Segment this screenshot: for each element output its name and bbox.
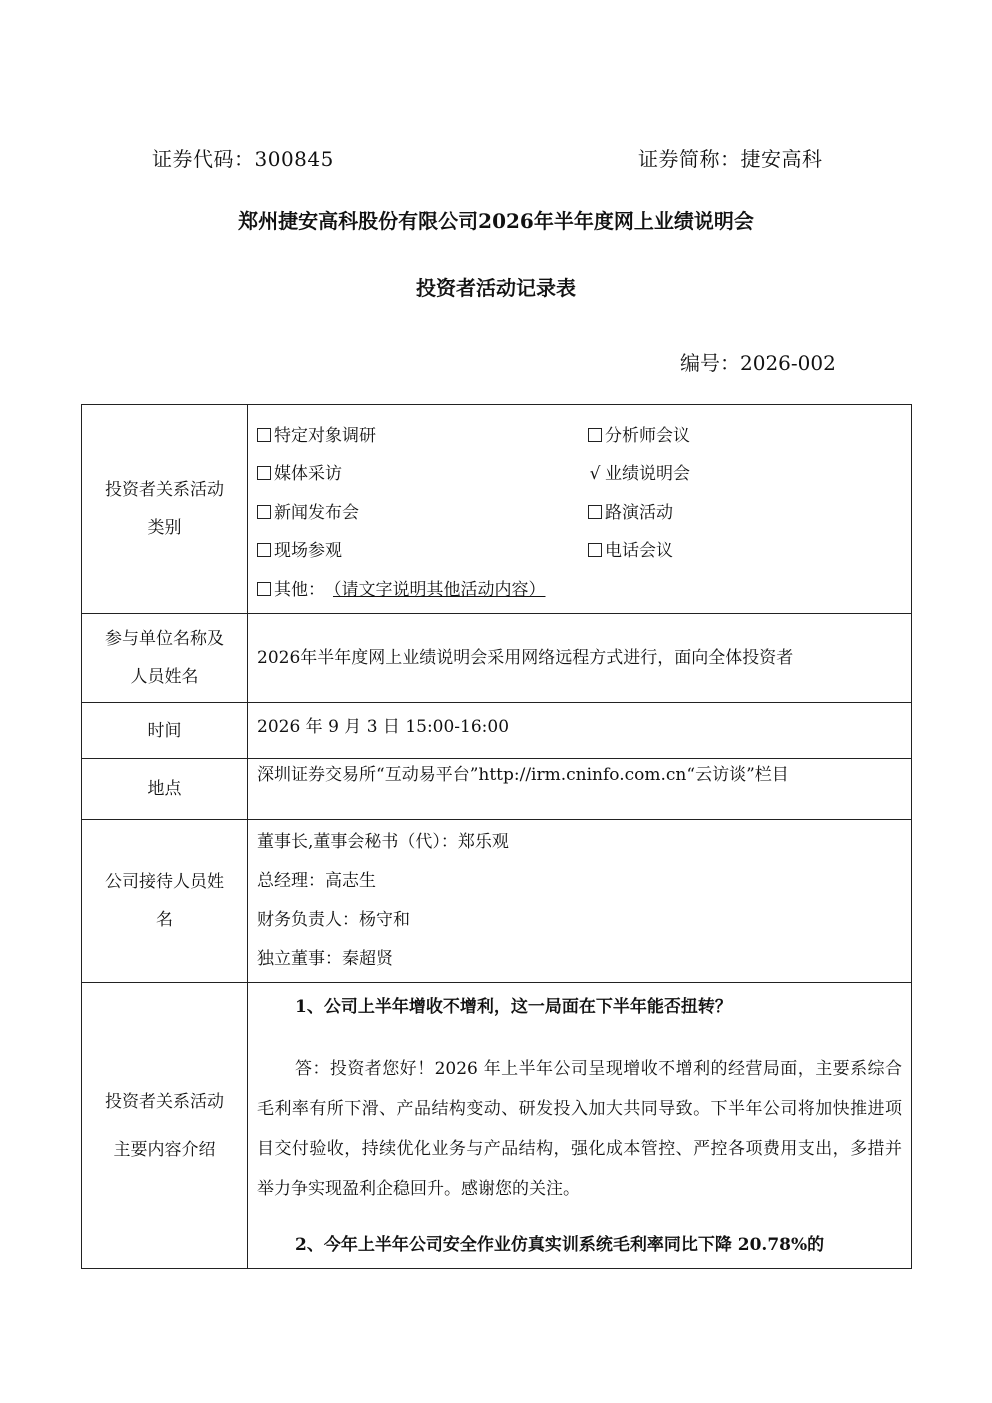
stock-name: 证券简称：捷安高科: [638, 147, 823, 171]
checkbox-empty-icon: [588, 428, 602, 442]
time-label: 时间: [82, 703, 248, 759]
document-title: 郑州捷安高科股份有限公司2026年半年度网上业绩说明会: [238, 209, 754, 233]
participants-row: [82, 614, 912, 703]
staff-label-line1: 公司接待人员姓: [105, 872, 224, 892]
staff-line: 总经理：高志生: [257, 871, 376, 891]
time-row: [82, 703, 912, 759]
participants-label: [82, 614, 248, 703]
question-1: 1、公司上半年增收不增利，这一局面在下半年能否扭转？: [295, 997, 732, 1017]
staff-line: 董事长,董事会秘书（代）：郑乐观: [257, 832, 509, 852]
document-number: 编号：2026-002: [680, 351, 836, 375]
activity-option: [257, 417, 588, 456]
activity-option-label: 特定对象调研: [274, 425, 376, 446]
checkbox-empty-icon: [257, 505, 271, 519]
activity-option: [257, 532, 588, 571]
participants-label-line2: 人员姓名: [130, 667, 199, 687]
activity-option-label: 业绩说明会: [605, 464, 690, 485]
activity-option: [588, 494, 888, 533]
activity-type-row: [82, 405, 912, 614]
activity-type-label-line1: 投资者关系活动: [105, 480, 224, 500]
participants-label-line1: 参与单位名称及: [105, 629, 224, 649]
activity-type-option-grid: [257, 409, 902, 577]
activity-option: [588, 532, 888, 571]
activity-type-options: [248, 405, 912, 614]
staff-row: [82, 820, 912, 983]
activity-option-label: 现场参观: [274, 541, 342, 562]
activity-type-label: [82, 405, 248, 614]
activity-option: [257, 494, 588, 533]
content-label: [82, 983, 248, 1269]
checkbox-empty-icon: [588, 543, 602, 557]
content-label-line2: 主要内容介绍: [113, 1139, 216, 1160]
activity-option: [588, 455, 888, 494]
activity-option-label: 路演活动: [605, 502, 673, 523]
location-value: [248, 759, 912, 820]
other-label: 其他：: [274, 579, 325, 600]
activity-option-label: 媒体采访: [274, 464, 342, 485]
checkbox-empty-icon: [257, 466, 271, 480]
investor-activity-record-table: [81, 404, 912, 1269]
participants-value: [248, 614, 912, 703]
location-label: 地点: [82, 759, 248, 820]
staff-label: [82, 820, 248, 983]
time-text: 2026 年 9 月 3 日 15:00-16:00: [257, 717, 510, 737]
content-row: [82, 983, 912, 1269]
activity-option: [588, 417, 888, 456]
staff-value: [248, 820, 912, 983]
participants-text: 2026年半年度网上业绩说明会采用网络远程方式进行，面向全体投资者: [257, 647, 794, 668]
time-value: [248, 703, 912, 759]
location-row: [82, 759, 912, 820]
content-label-line1: 投资者关系活动: [105, 1091, 224, 1112]
staff-line: 财务负责人：杨守和: [257, 910, 410, 930]
activity-type-other: [257, 571, 902, 610]
activity-option-label: 电话会议: [605, 541, 673, 562]
location-text: 深圳证券交易所“互动易平台”http://irm.cninfo.com.cn“云访谈”栏目: [257, 765, 789, 785]
checkbox-empty-icon: [257, 582, 271, 596]
activity-option-label: 新闻发布会: [274, 502, 359, 523]
checkbox-empty-icon: [588, 505, 602, 519]
stock-code: 证券代码：300845: [152, 147, 334, 171]
answer-1: 答：投资者您好！2026 年上半年公司呈现增收不增利的经营局面，主要系综合毛利率有所下滑、产品结构变动、研发投入加大共同导致。下半年公司将加快推进项目交付验收，持续优化业务与产品结构，强化成本管控、严控各项费用支出，多措并举力争实现盈利企稳回升。感谢您的关注。: [257, 1059, 902, 1199]
activity-option-label: 分析师会议: [605, 425, 690, 446]
content-value: [248, 983, 912, 1269]
activity-type-label-line2: 类别: [147, 518, 182, 538]
checkbox-empty-icon: [257, 543, 271, 557]
document-subtitle: 投资者活动记录表: [416, 276, 576, 300]
checkmark-icon: √: [589, 464, 601, 485]
staff-label-line2: 名: [156, 910, 173, 930]
activity-option: [257, 455, 588, 494]
question-2: 2、今年上半年公司安全作业仿真实训系统毛利率同比下降 20.78%的: [295, 1235, 825, 1255]
checkbox-empty-icon: [257, 428, 271, 442]
other-value: （请文字说明其他活动内容）: [333, 579, 546, 600]
staff-line: 独立董事：秦超贤: [257, 949, 393, 969]
